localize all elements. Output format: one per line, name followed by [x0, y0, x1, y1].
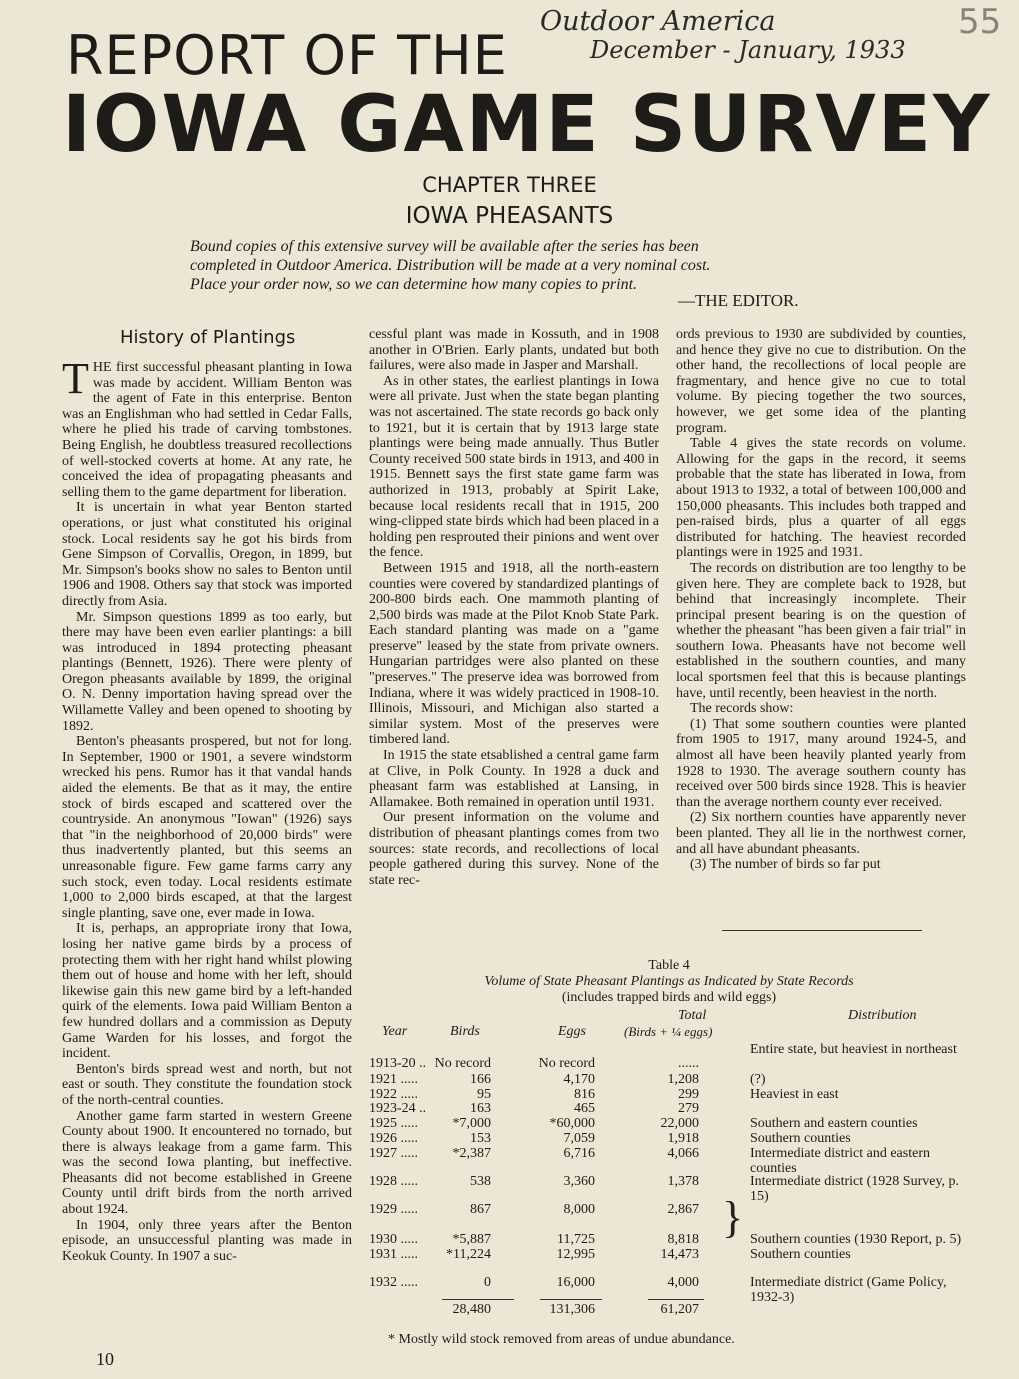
- row-birds: *7,000: [452, 1116, 491, 1131]
- row-year: 1931 .....: [369, 1247, 418, 1262]
- col-header-distribution: Distribution: [848, 1008, 917, 1023]
- row-eggs: 3,360: [563, 1174, 595, 1189]
- row-distribution: Entire state, but heaviest in northeast: [750, 1042, 957, 1057]
- chapter-label: CHAPTER THREE: [422, 173, 597, 197]
- paragraph: Benton's pheasants prospered, but not for long. In September, 1900 or 1901, a severe windstorm wrecked his pens. Rumor has it that vandal hands aided the elements. Be that as it may, the entire stock of birds escaped and scattered over the countryside. An anonymous "Iowan" (1926) says that "in the neighborhood of 20,000 birds" were thus inadvertently planted, but this seems an unreasonable figure. Few game farms carry any such stock, even today. Local residents estimate 1,000 to 2,000 birds escaped, at that the largest single planting, save one, ever made in Iowa.: [62, 734, 352, 921]
- paragraph: In 1904, only three years after the Benton episode, an unsuccessful planting was made in Keokuk County. In 1907 a suc-: [62, 1217, 352, 1264]
- row-birds: *2,387: [452, 1146, 491, 1161]
- column-1: [62, 354, 352, 1264]
- paragraph: Another game farm started in western Greene County about 1900. It encountered no tornado, but there is always leakage from a game farm. This was the second Iowa planting, but ineffective. Pheasants did not become established in Greene County until drift birds from the north arrived about 1924.: [62, 1108, 352, 1218]
- row-total: 4,000: [667, 1275, 699, 1290]
- row-eggs: 6,716: [563, 1146, 595, 1161]
- row-year: 1928 .....: [369, 1174, 418, 1189]
- editor-note: [190, 237, 850, 294]
- row-year: 1913-20 ..: [369, 1056, 427, 1071]
- paragraph: Table 4 gives the state records on volume. Allowing for the gaps in the record, it seems probable that the state has liberated in Iowa, from about 1913 to 1932, a total of between 100,000 and 150,000 pheasants. This includes both trapped and pen-raised birds, plus a quarter of all eggs distributed for hatching. The heaviest recorded plantings were in 1925 and 1931.: [676, 436, 966, 561]
- sum-rule: [648, 1299, 704, 1300]
- row-total: 22,000: [660, 1116, 699, 1131]
- col-header-birds: Birds: [450, 1024, 480, 1039]
- paragraph: It is uncertain in what year Benton started operations, or just what constituted his original stock. Local residents say he got his birds from Gene Simpson of Corvallis, Oregon, in 1899, but Mr. Simpson's books show no sales to Benton until 1906 and 1908. Others say that stock was imported directly from Asia.: [62, 500, 352, 609]
- row-eggs: 16,000: [556, 1275, 595, 1290]
- row-eggs: 7,059: [563, 1131, 595, 1146]
- row-eggs: No record: [538, 1056, 595, 1071]
- paragraph: HE first successful pheasant planting in Iowa was made by accident. William Benton was the agent of Fate in this enterprise. Benton was an Englishman who had settled in Cedar Falls, where he plied his trade of carving tombstones. Being English, he doubtless treasured recollections of well-stocked coverts at home. At any rate, he conceived the idea of propagating pheasants and selling them to the game department for liberation.: [62, 360, 352, 500]
- row-year: 1922 .....: [369, 1087, 418, 1102]
- row-distribution: Southern counties: [750, 1247, 851, 1262]
- row-total: 1,208: [667, 1072, 699, 1087]
- handwritten-date: December - January, 1933: [590, 36, 906, 64]
- drop-cap: T: [62, 354, 89, 403]
- paragraph: ords previous to 1930 are subdivided by counties, and hence they give no cue to distribution. On the other hand, the recollections of local people are fragmentary, and hence give no cue to total volume. By piecing together the two sources, however, we get some idea of the planting program.: [676, 327, 966, 436]
- row-eggs: 8,000: [563, 1202, 595, 1217]
- row-eggs: *60,000: [549, 1116, 595, 1131]
- handwritten-publication: Outdoor America: [540, 6, 776, 37]
- row-total: 8,818: [667, 1232, 699, 1247]
- row-total: 1,378: [667, 1174, 699, 1189]
- row-year: 1932 .....: [369, 1275, 418, 1290]
- title-line-1: REPORT OF THE: [66, 24, 508, 87]
- page-number: 10: [96, 1349, 114, 1369]
- row-eggs: 465: [574, 1101, 595, 1116]
- row-birds: 0: [484, 1275, 491, 1290]
- row-eggs: 4,170: [563, 1072, 595, 1087]
- row-year: 1929 .....: [369, 1202, 418, 1217]
- row-birds: 95: [477, 1087, 491, 1102]
- row-distribution: Intermediate district and eastern counties: [750, 1146, 930, 1176]
- title-line-2: IOWA GAME SURVEY: [62, 80, 992, 170]
- row-total: 4,066: [667, 1146, 699, 1161]
- table-title: Volume of State Pheasant Plantings as Indicated by State Records: [484, 974, 854, 989]
- paragraph: Between 1915 and 1918, all the north-eastern counties were covered by standardized plantings of 200-800 birds each. One mammoth planting of 2,500 birds was made at the Pilot Knob State Park. Each standard planting was made on a "game preserve" leased by the state from private owners. Hungarian partridges were also planted on these "preserves." The preserve idea was borrowed from Indiana, where it was widely practiced in 1908-10. Illinois, Missouri, and Michigan also started a similar system. Most of the preserves were timbered land.: [369, 560, 659, 748]
- row-birds: *5,887: [452, 1232, 491, 1247]
- sum-rule: [540, 1299, 602, 1300]
- row-birds: No record: [434, 1056, 491, 1071]
- col-header-total: Total: [678, 1008, 707, 1023]
- row-eggs: 11,725: [557, 1232, 595, 1247]
- col-header-year: Year: [382, 1024, 408, 1039]
- table-footnote: * Mostly wild stock removed from areas of undue abundance.: [388, 1332, 735, 1347]
- paragraph: (2) Six northern counties have apparently never been planted. They all lie in the northwest corner, and all have abundant pheasants.: [676, 810, 966, 857]
- total-birds: 28,480: [452, 1302, 491, 1317]
- editor-note-line: completed in Outdoor America. Distribution will be made at a very nominal cost.: [190, 257, 711, 274]
- chapter-subtitle: IOWA PHEASANTS: [405, 203, 614, 229]
- row-distribution: Southern counties: [750, 1131, 851, 1146]
- paragraph: Benton's birds spread west and north, but not east or south. They constitute the foundation stock of the north-central counties.: [62, 1061, 352, 1108]
- row-distribution: Intermediate district (1928 Survey, p. 15): [750, 1174, 960, 1204]
- editor-note-line: Bound copies of this extensive survey will be available after the series has been: [190, 238, 699, 255]
- row-eggs: 816: [574, 1087, 595, 1102]
- table-number: Table 4: [648, 958, 690, 973]
- col-header-total-formula: (Birds + ¼ eggs): [624, 1024, 713, 1039]
- table-subtitle: (includes trapped birds and wild eggs): [561, 990, 777, 1005]
- row-eggs: 12,995: [556, 1247, 595, 1262]
- col-header-eggs: Eggs: [558, 1024, 586, 1039]
- paragraph: Our present information on the volume and distribution of pheasant plantings comes from two sources: state records, and recollections of local people gathered during this survey. None of the state rec-: [369, 810, 659, 888]
- paragraph: cessful plant was made in Kossuth, and in 1908 another in O'Brien. Early plants, undated but both failures, were also made in Jasper and Marshall.: [369, 327, 659, 374]
- table-caption: [369, 958, 969, 1006]
- column-3: [676, 327, 966, 873]
- paragraph: The records on distribution are too lengthy to be given here. They are complete back to 1928, but behind that increasingly incomplete. Their principal present bearing is on the question of whether the pheasant "has been given a fair trial" in southern Iowa. Pheasants have not become well established in the southern counties, and many local sportsmen feel that this is because plantings have, until recently, been heaviest in the north.: [676, 560, 966, 701]
- row-year: 1925 .....: [369, 1116, 418, 1131]
- row-birds: 867: [470, 1202, 491, 1217]
- row-total: 1,918: [667, 1131, 699, 1146]
- editor-note-line: Place your order now, so we can determine how many copies to print.: [190, 276, 638, 293]
- sum-rule: [442, 1299, 514, 1300]
- total-eggs: 131,306: [549, 1302, 595, 1317]
- column-2: [369, 327, 659, 888]
- paragraph: In 1915 the state etsablished a central game farm at Clive, in Polk County. In 1928 a duck and pheasant farm was established at Lansing, in Allamakee. Both remained in operation until 1931.: [369, 748, 659, 810]
- row-birds: 538: [470, 1174, 491, 1189]
- row-birds: 166: [470, 1072, 491, 1087]
- row-total: 299: [678, 1087, 699, 1102]
- row-birds: 163: [470, 1101, 491, 1116]
- editor-signature: —THE EDITOR.: [678, 291, 799, 310]
- section-heading: History of Plantings: [120, 327, 296, 348]
- row-distribution: Southern and eastern counties: [750, 1116, 918, 1131]
- paragraph: Mr. Simpson questions 1899 as too early, but there may have been even earlier plantings: a bill was introduced in 1894 protecting pheasant plantings (Bennett, 1926). There were plenty of Oregon pheasants available by 1899, the original O. N. Denny importation having spread over the Willamette Valley and been opened to shooting by 1892.: [62, 609, 352, 734]
- handwritten-page-mark: 55: [958, 2, 1002, 42]
- row-total: ......: [678, 1056, 699, 1071]
- row-distribution: Heaviest in east: [750, 1087, 839, 1102]
- row-total: 279: [678, 1101, 699, 1116]
- brace-icon: }: [722, 1193, 744, 1242]
- paragraph: It is, perhaps, an appropriate irony that Iowa, losing her native game birds by a process of protecting them with her right hand whilst plowing them out of house and home with her left, should likewise gain this new game bird by a left-handed quirk of the elements. Iowa paid William Benton a few hundred dollars and a commission as Deputy Game Warden for his losses, and forgot the incident.: [62, 921, 352, 1062]
- row-year: 1923-24 ..: [369, 1101, 427, 1116]
- row-birds: 153: [470, 1131, 491, 1146]
- paragraph: (1) That some southern counties were planted from 1905 to 1917, many around 1924-5, and almost all have been heavily planted yearly from 1928 to 1930. The average southern county has received over 500 birds since 1928. This is heavier than the average northern county ever received.: [676, 716, 966, 810]
- row-year: 1930 .....: [369, 1232, 418, 1247]
- row-year: 1927 .....: [369, 1146, 418, 1161]
- total-total: 61,207: [660, 1302, 699, 1317]
- row-year: 1921 .....: [369, 1072, 418, 1087]
- row-total: 14,473: [660, 1247, 699, 1262]
- row-year: 1926 .....: [369, 1131, 418, 1146]
- row-distribution: Intermediate district (Game Policy, 1932-3): [750, 1275, 947, 1305]
- row-distribution: (?): [750, 1072, 766, 1087]
- paragraph: (3) The number of birds so far put: [690, 857, 881, 873]
- row-distribution: Southern counties (1930 Report, p. 5): [750, 1232, 962, 1247]
- paragraph: The records show:: [690, 701, 794, 717]
- column-rule: [722, 930, 922, 931]
- paragraph: As in other states, the earliest plantings in Iowa were all private. Just when the state began planting was not ascertained. The state records go back only to 1921, but it is certain that by 1913 large state plantings were being made annually. Thus Butler County received 500 state birds in 1913, and 400 in 1915. Bennett says the first state game farm was authorized in 1913, probably at Spirit Lake, because local residents recall that in 1915, 200 wing-clipped state birds which had been placed in a holding pen resprouted their pinions and went over the fence.: [369, 373, 660, 561]
- row-birds: *11,224: [446, 1247, 491, 1262]
- row-total: 2,867: [667, 1202, 699, 1217]
